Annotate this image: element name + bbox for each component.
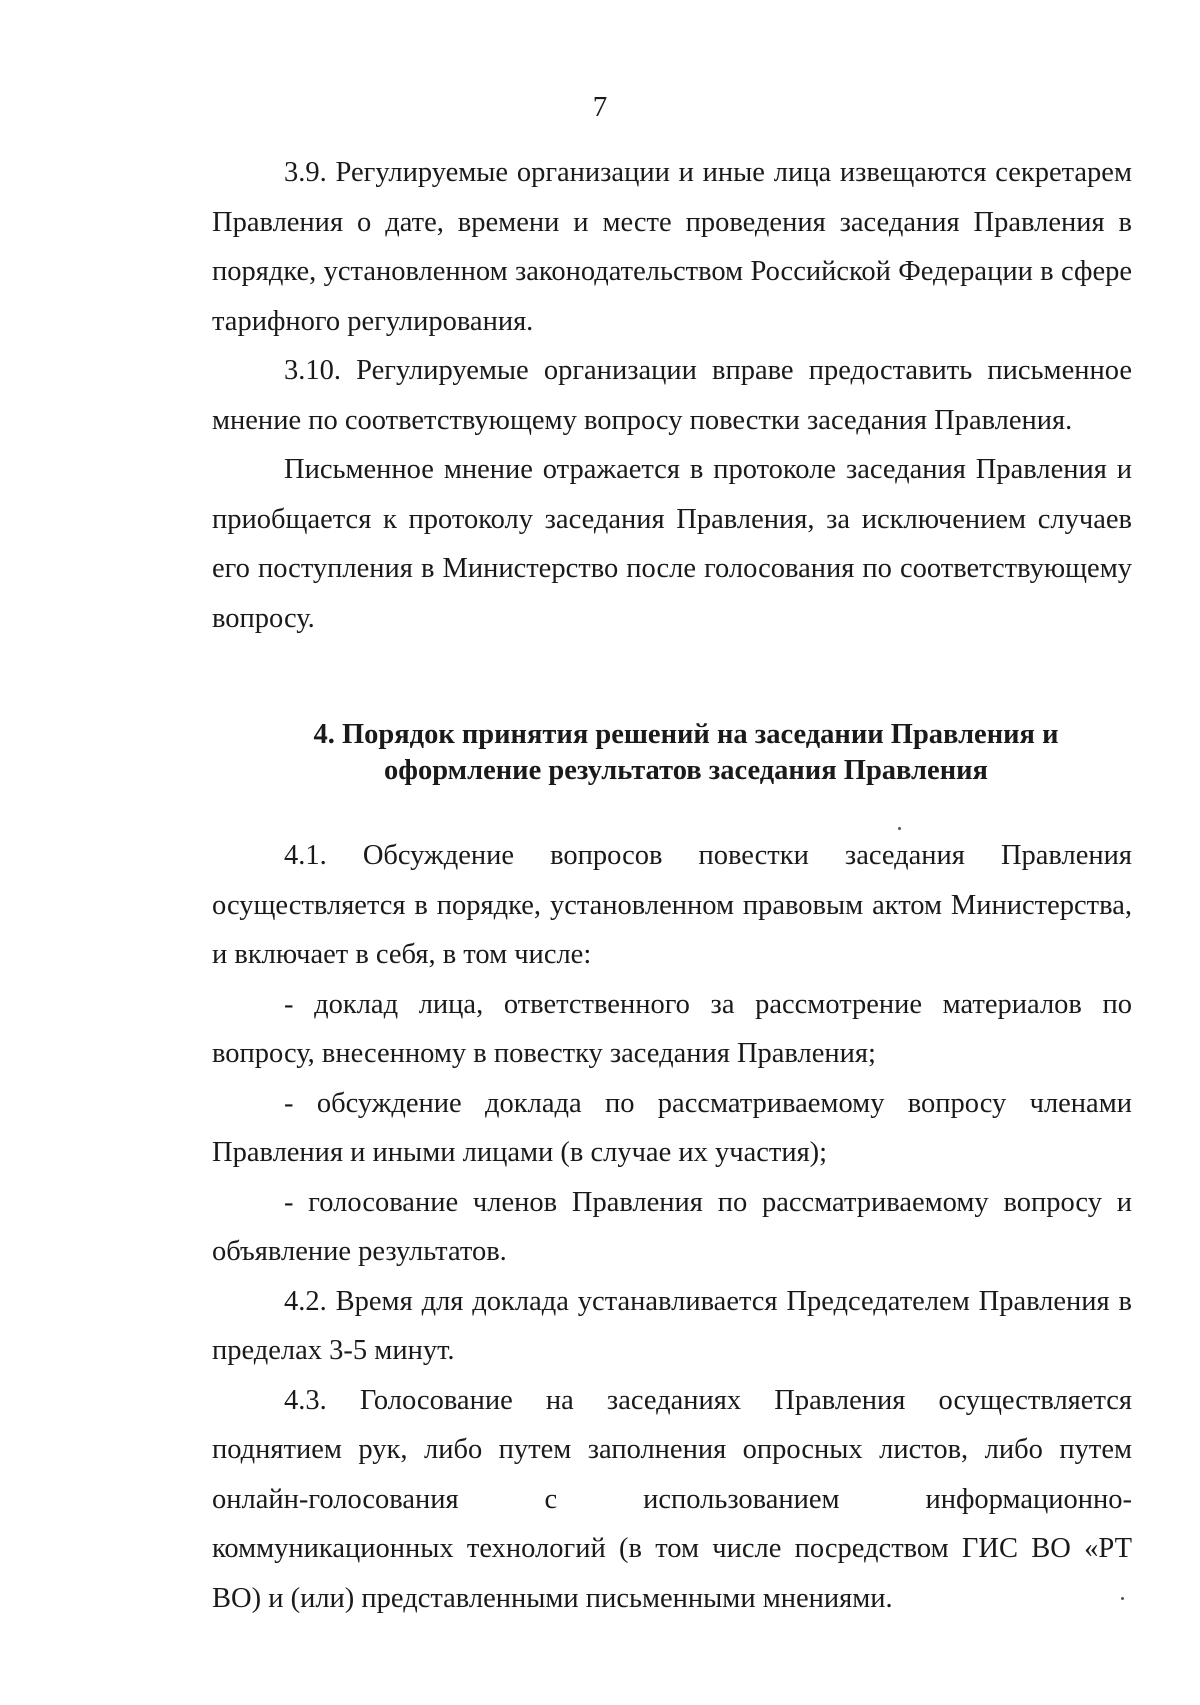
page-number: 7 bbox=[592, 91, 608, 123]
list-item-report: - доклад лица, ответственного за рассмотрение материалов по вопросу, внесенному в повестку заседания Правления; bbox=[212, 988, 1132, 1069]
section-4-heading-line-2: оформление результатов заседания Правления bbox=[384, 755, 988, 786]
paragraph-4-3: 4.3. Голосование на заседаниях Правления осуществляется поднятием рук, либо путем заполнения опросных листов, либо путем онлайн-голосования с использованием информационно-коммуникационных технологий (в том числе посредством ГИС ВО «РТ ВО) и (или) представленными письменными мнениями. bbox=[212, 1384, 1132, 1614]
scan-speck bbox=[1121, 1597, 1124, 1600]
section-4-heading-line-1: 4. Порядок принятия решений на заседании Правления и bbox=[313, 719, 1059, 750]
paragraph-4-2: 4.2. Время для доклада устанавливается Председателем Правления в пределах 3-5 минут. bbox=[212, 1285, 1132, 1366]
paragraph-3-9: 3.9. Регулируемые организации и иные лица извещаются секретарем Правления о дате, времени и месте проведения заседания Правления в порядке, установленном законодательством Российской Федерации в сфере тарифного регулирования. bbox=[212, 157, 1132, 337]
paragraph-written-opinion: Письменное мнение отражается в протоколе заседания Правления и приобщается к протоколу заседания Правления, за исключением случаев его поступления в Министерство после голосования по соответствующему вопросу. bbox=[212, 454, 1132, 634]
section-4-heading bbox=[212, 717, 1132, 789]
paragraph-3-10: 3.10. Регулируемые организации вправе предоставить письменное мнение по соответствующему вопросу повестки заседания Правления. bbox=[212, 355, 1132, 436]
document-body bbox=[212, 148, 1132, 1623]
list-item-discussion: - обсуждение доклада по рассматриваемому вопросу членами Правления и иными лицами (в случае их участия); bbox=[212, 1087, 1132, 1168]
list-item-voting: - голосование членов Правления по рассматриваемому вопросу и объявление результатов. bbox=[212, 1186, 1132, 1267]
scan-speck bbox=[898, 827, 901, 830]
paragraph-4-1: 4.1. Обсуждение вопросов повестки заседания Правления осуществляется в порядке, установленном правовым актом Министерства, и включает в себя, в том числе: bbox=[212, 840, 1132, 970]
